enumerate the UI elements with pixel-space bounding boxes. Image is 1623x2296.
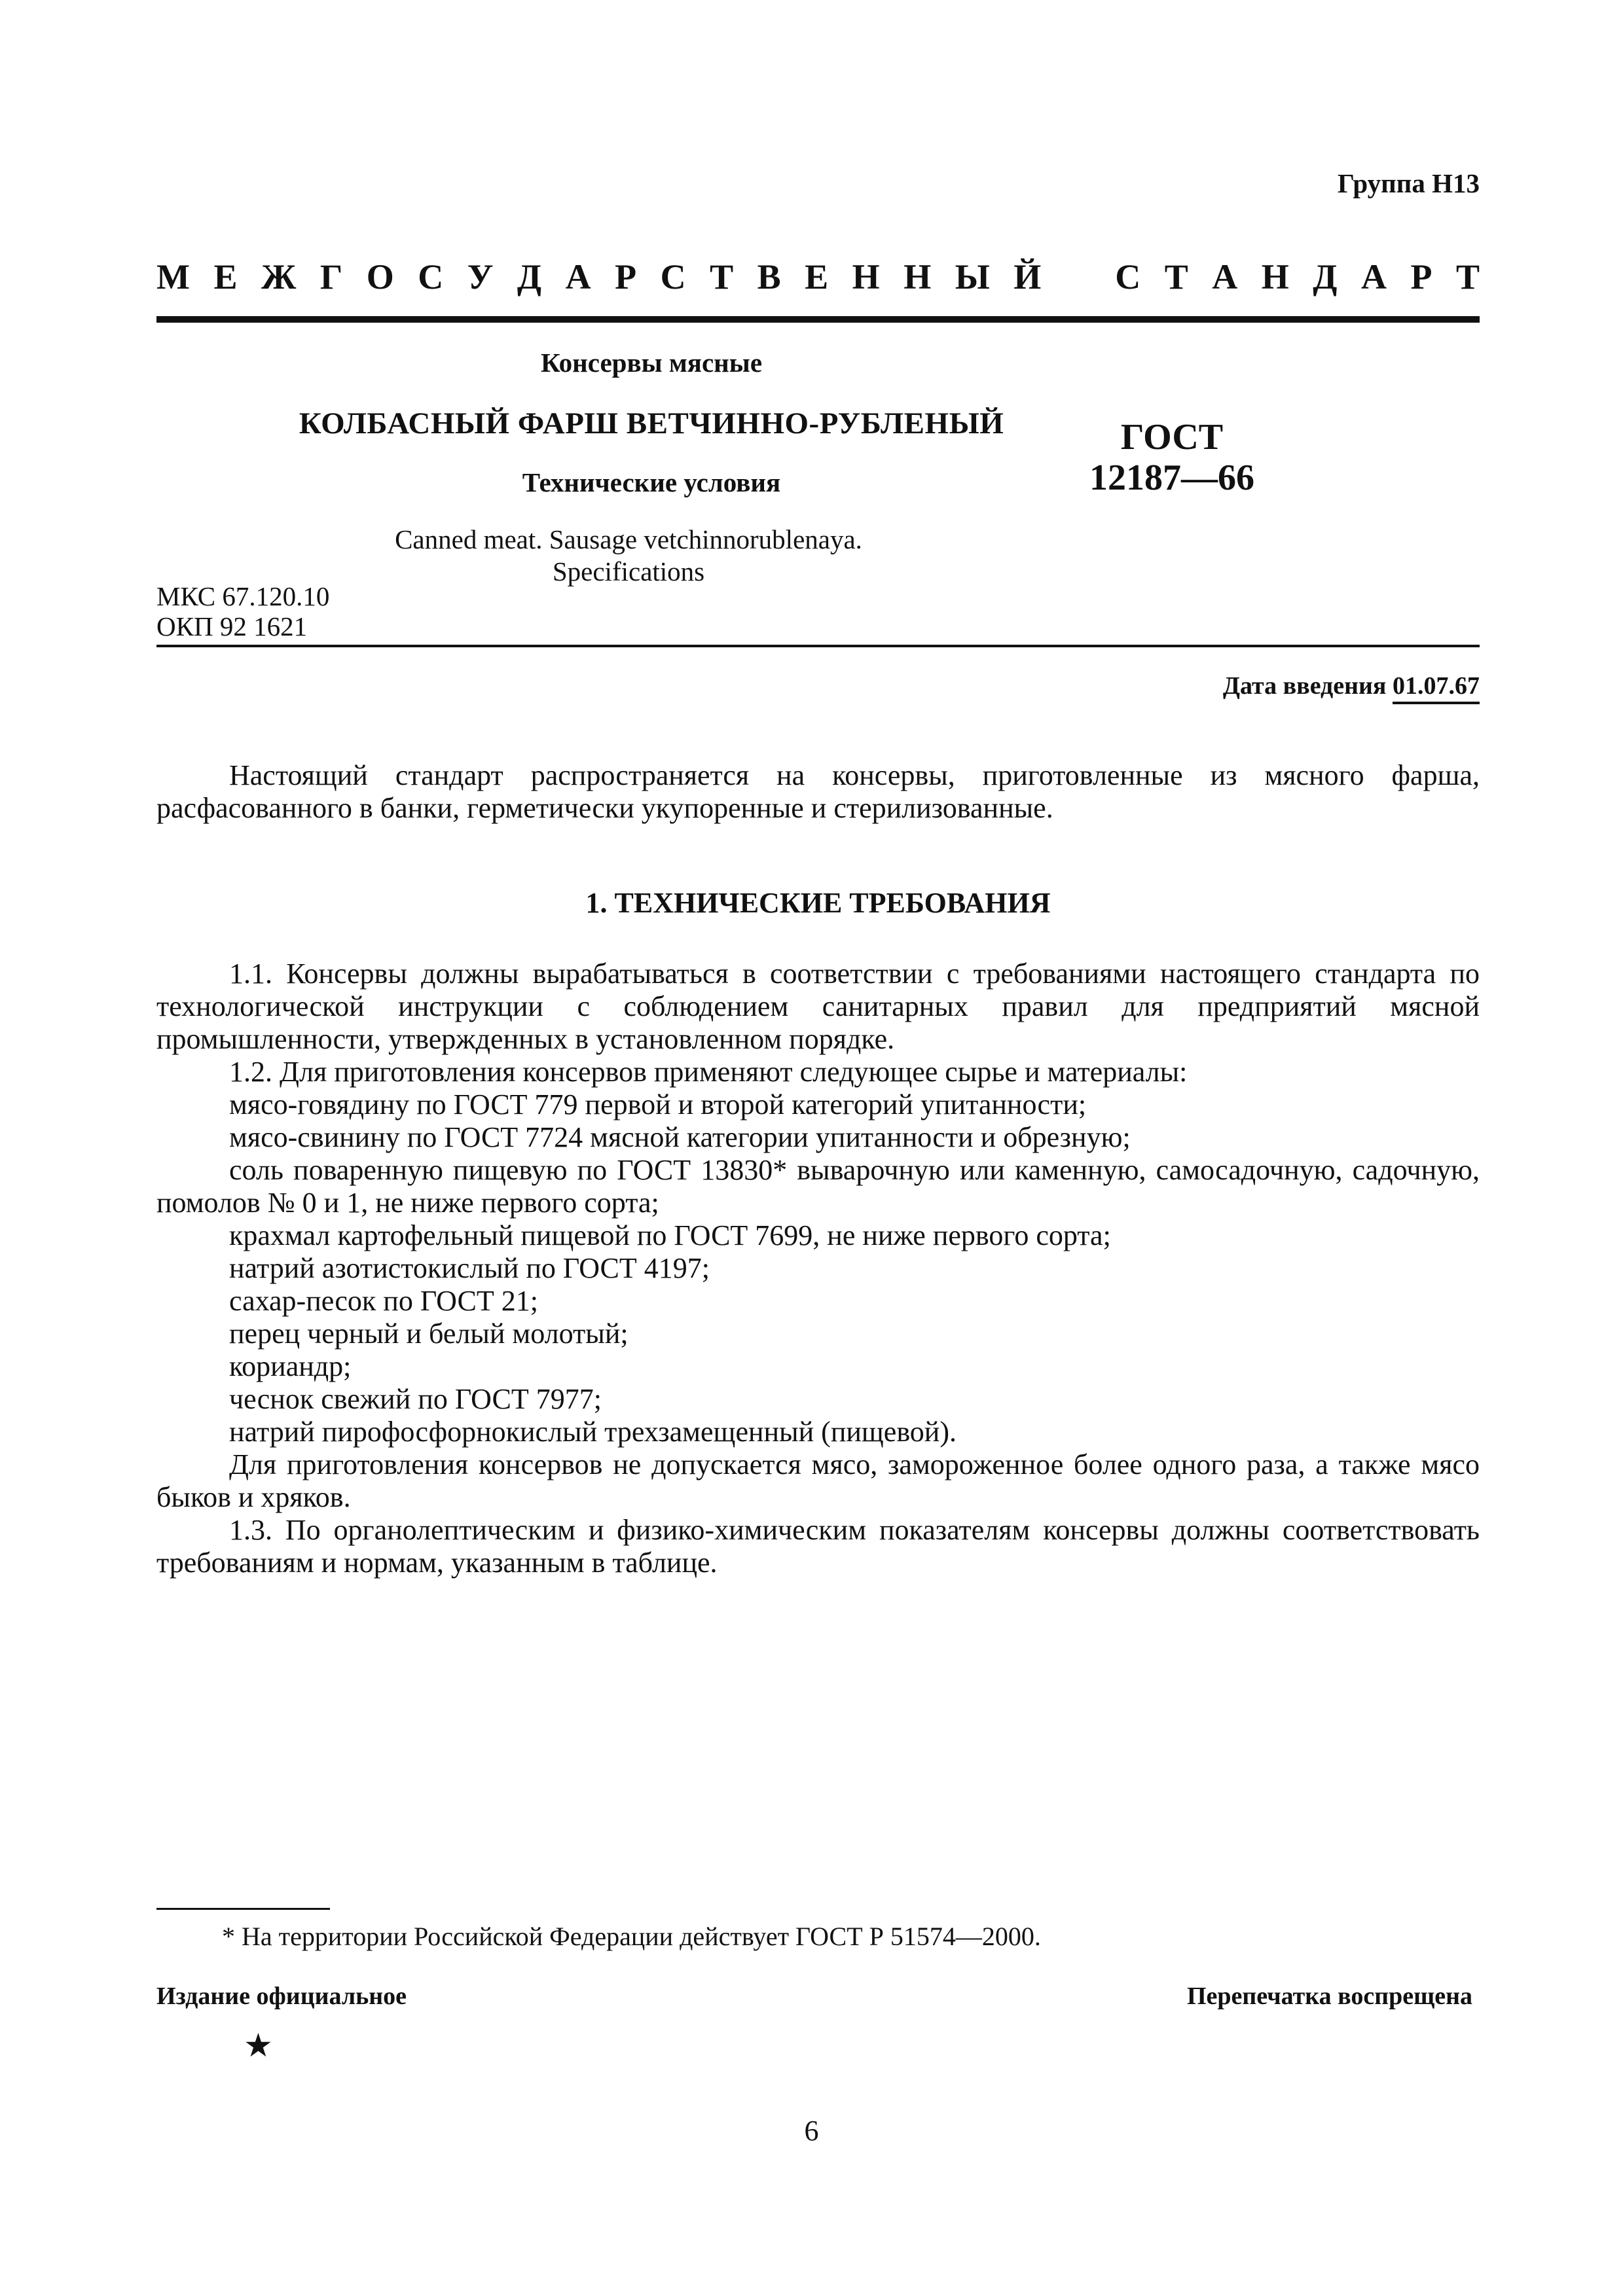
list-item: крахмал картофельный пищевой по ГОСТ 7699, не ниже первого сорта; <box>229 1219 1111 1251</box>
star-icon: ★ <box>244 2027 273 2064</box>
okp-code: ОКП 92 1621 <box>156 611 308 641</box>
english-title-line: Canned meat. Sausage vetchinnorublenaya. <box>395 524 862 554</box>
title-letter: У <box>467 257 494 296</box>
product-type: Консервы мясные <box>540 348 763 378</box>
title-letter: Р <box>615 257 637 296</box>
section-heading: 1. ТЕХНИЧЕСКИЕ ТРЕБОВАНИЯ <box>585 887 1051 919</box>
standard-title <box>156 257 1480 296</box>
intro-date-value: 01.07.67 <box>1393 672 1480 704</box>
title-letter: Н <box>852 257 880 296</box>
footnote: * На территории Российской Федерации действует ГОСТ Р 51574—2000. <box>222 1922 1041 1951</box>
title-letter: Е <box>805 257 829 296</box>
page-number: 6 <box>804 2115 819 2147</box>
list-item: чеснок свежий по ГОСТ 7977; <box>229 1383 602 1415</box>
title-letter: Ж <box>261 257 297 296</box>
gost-number: 12187—66 <box>1089 457 1254 498</box>
list-item: сахар-песок по ГОСТ 21; <box>229 1285 538 1317</box>
official-edition-label: Издание официальное <box>156 1982 407 2010</box>
header-thin-rule <box>156 645 1480 647</box>
mks-code: МКС 67.120.10 <box>156 581 330 611</box>
title-letter: Е <box>213 257 238 296</box>
title-letter: Н <box>1261 257 1289 296</box>
body-paragraph: 1.1. Консервы должны вырабатываться в соответствии с требованиями настоящего стандарта по технологической инструкции с соблюдением санитарных правил для предприятий мясной промышленности, утвержденных в установленном порядке. <box>156 958 1480 1055</box>
list-item: натрий азотистокислый по ГОСТ 4197; <box>229 1252 710 1284</box>
body-paragraph: 1.2. Для приготовления консервов применяют следующее сырье и материалы: <box>229 1056 1188 1088</box>
title-letter: Й <box>1013 257 1042 296</box>
title-letter: М <box>156 257 190 296</box>
document-body <box>156 759 1480 1579</box>
gost-label: ГОСТ <box>1120 417 1224 457</box>
title-letter: А <box>1212 257 1238 296</box>
reprint-prohibited-label: Перепечатка воспрещена <box>1186 1982 1472 2010</box>
classification-codes <box>156 581 329 641</box>
title-letter: С <box>660 257 686 296</box>
english-title <box>367 524 890 588</box>
body-paragraph: Для приготовления консервов не допускается мясо, замороженное более одного раза, а также мясо быков и хряков. <box>156 1448 1480 1513</box>
title-letter: А <box>565 257 591 296</box>
list-item: мясо-свинину по ГОСТ 7724 мясной категории упитанности и обрезную; <box>229 1121 1131 1153</box>
title-letter: Р <box>1410 257 1432 296</box>
title-letter: Г <box>319 257 343 296</box>
title-letter: А <box>1360 257 1387 296</box>
list-item: кориандр; <box>229 1350 352 1382</box>
title-letter: Ы <box>955 257 990 296</box>
intro-paragraph: Настоящий стандарт распространяется на консервы, приготовленные из мясного фарша, расфасованного в банки, герметически укупоренные и стерилизованные. <box>156 759 1480 824</box>
title-letter: Т <box>1164 257 1188 296</box>
list-item: соль поваренную пищевую по ГОСТ 13830* выварочную или каменную, самосадочную, садочную, помолов № 0 и 1, не ниже первого сорта; <box>156 1154 1480 1219</box>
title-letter: Д <box>517 257 542 296</box>
title-letter: Т <box>710 257 734 296</box>
title-letter: Т <box>1455 257 1480 296</box>
body-paragraph: 1.3. По органолептическим и физико-химическим показателям консервы должны соответствовать требованиям и нормам, указанным в таблице. <box>156 1514 1480 1579</box>
introduction-date <box>1223 672 1480 700</box>
product-conditions: Технические условия <box>522 467 781 497</box>
title-letter: С <box>418 257 444 296</box>
title-letter: С <box>1115 257 1141 296</box>
title-letter: Д <box>1313 257 1338 296</box>
header-thick-rule <box>156 316 1480 323</box>
list-item: натрий пирофосфорнокислый трехзамещенный (пищевой). <box>229 1416 957 1448</box>
gost-designation <box>1061 417 1283 498</box>
group-label: Группа Н13 <box>1337 168 1480 198</box>
list-item: мясо-говядину по ГОСТ 779 первой и второй категорий упитанности; <box>229 1088 1087 1121</box>
title-letter: Н <box>903 257 932 296</box>
product-name: КОЛБАСНЫЙ ФАРШ ВЕТЧИННО-РУБЛЕНЫЙ <box>299 406 1004 440</box>
title-letter: О <box>366 257 394 296</box>
title-letter: В <box>757 257 781 296</box>
footnote-rule <box>156 1908 330 1910</box>
list-item: перец черный и белый молотый; <box>229 1318 629 1350</box>
english-title-line: Specifications <box>552 556 705 586</box>
intro-date-label: Дата введения <box>1222 672 1387 700</box>
